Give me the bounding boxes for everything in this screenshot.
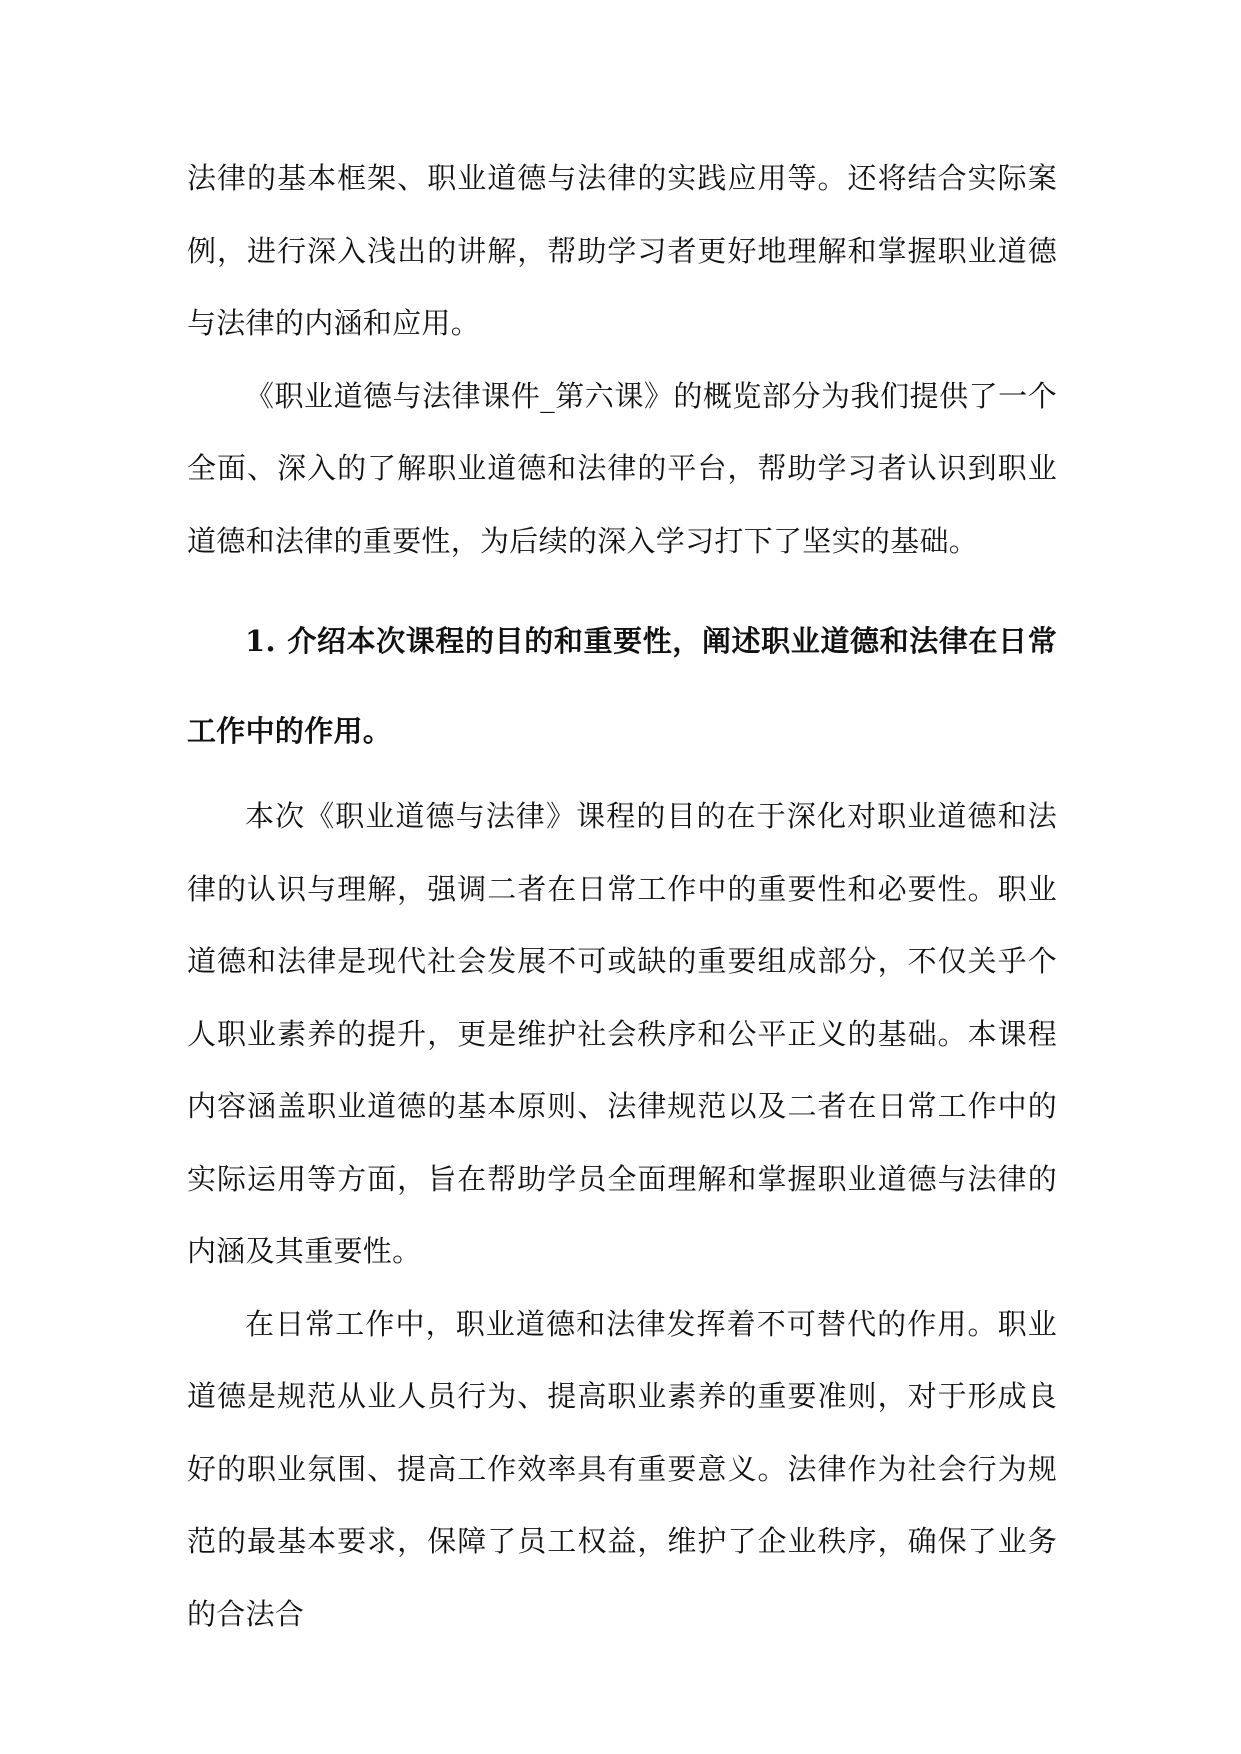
- section-heading: [187, 596, 1057, 776]
- paragraph-overview-summary: 《职业道德与法律课件_第六课》的概览部分为我们提供了一个全面、深入的了解职业道德和法律的平台，帮助学习者认识到职业道德和法律的重要性，为后续的深入学习打下了坚实的基础。: [187, 378, 1057, 558]
- paragraph-intro-continuation: 法律的基本框架、职业道德与法律的实践应用等。还将结合实际案例，进行深入浅出的讲解，帮助学习者更好地理解和掌握职业道德与法律的内涵和应用。: [187, 161, 1057, 340]
- document-body: [187, 142, 1057, 1650]
- section-number: 1.: [245, 624, 276, 658]
- paragraph-daily-work-role: 在日常工作中，职业道德和法律发挥着不可替代的作用。职业道德是规范从业人员行为、提高职业素养的重要准则，对于形成良好的职业氛围、提高工作效率具有重要意义。法律作为社会行为规范的最基本要求，保障了员工权益，维护了企业秩序，确保了业务的合法合: [187, 1306, 1057, 1631]
- section-heading-text: 介绍本次课程的目的和重要性，阐述职业道德和法律在日常工作中的作用。: [187, 624, 1057, 748]
- paragraph-course-purpose: 本次《职业道德与法律》课程的目的在于深化对职业道德和法律的认识与理解，强调二者在日常工作中的重要性和必要性。职业道德和法律是现代社会发展不可或缺的重要组成部分，不仅关乎个人职业素养的提升，更是维护社会秩序和公平正义的基础。本课程内容涵盖职业道德的基本原则、法律规范以及二者在日常工作中的实际运用等方面，旨在帮助学员全面理解和掌握职业道德与法律的内涵及其重要性。: [187, 799, 1057, 1268]
